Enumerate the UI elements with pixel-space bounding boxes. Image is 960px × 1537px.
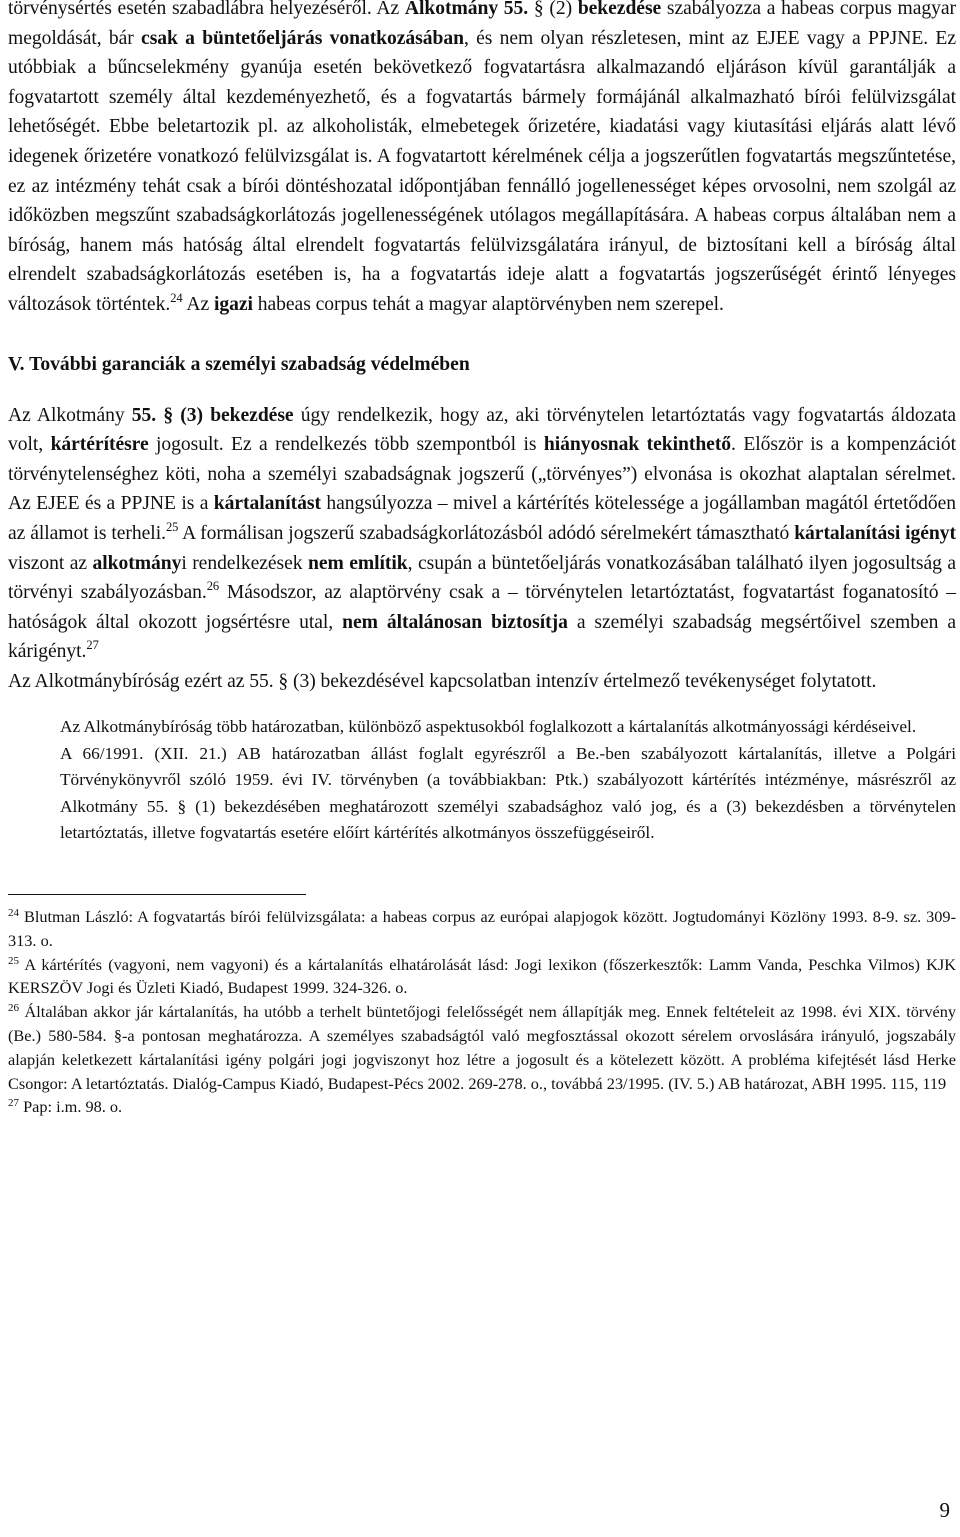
text-run: hangsúlyozza – mivel a kártérítés kötelessége a jogállamban magától értetődően az államot is terheli. (8, 493, 956, 544)
footnote-number: 26 (8, 1002, 19, 1015)
text-run: A formálisan jogszerű szabadságkorlátozásból adódó sérelmekért támasztható (178, 522, 795, 544)
footnote-text: Pap: i.m. 98. o. (19, 1097, 123, 1117)
bold-run: igazi (213, 293, 253, 315)
bold-run: hiányosnak tekinthető (543, 434, 732, 456)
text-run: § (2) (528, 0, 578, 19)
footnote-24 (8, 905, 956, 953)
text-run: i rendelkezések (181, 552, 308, 574)
bold-run: Alkotmány 55. (404, 0, 529, 19)
section-paragraph (8, 401, 956, 697)
footnote-ref-25: 25 (165, 519, 179, 534)
footnote-text: Általában akkor jár kártalanítás, ha utóbb a terhelt büntetőjogi felelősségét nem állapítják meg. Ennek feltételeit az 1998. évi XIX. törvény (Be.) 580-584. §-a pontosan meghatározza. A személyes szabadságtól való megfosztással okozott sérelem orvoslására irányuló, jogszabály alapján keletkezett kártalanítási igény polgári jogi jogviszonyt hoz létre a jogosult és a kötelezett között. A probléma kifejtését lásd Herke Csongor: A letartóztatás. Dialóg-Campus Kiadó, Budapest-Pécs 2002. 269-278. o., továbbá 23/1995. (IV. 5.) AB határozat, ABH 1995. 115, 119 (8, 1002, 956, 1093)
section-heading: V. További garanciák a személyi szabadság védelmében (8, 353, 470, 375)
text-run: , csupán a büntetőeljárás vonatkozásában található ilyen jogosultság a törvényi szabályozásban. (8, 552, 956, 604)
document-page (8, 0, 956, 1119)
text-run: habeas corpus tehát a magyar alaptörvényben nem szerepel. (252, 293, 724, 315)
bold-run: nem általánosan biztosítja (342, 611, 568, 633)
bold-run: csak a büntetőeljárás vonatkozásában (141, 27, 464, 49)
bold-run: kártérítésre (50, 434, 149, 456)
bold-run: nem említik (307, 552, 408, 574)
footnote-number: 27 (8, 1097, 19, 1110)
footnote-26 (8, 1000, 956, 1095)
text-run: jogosult. Ez a rendelkezés több szempontból is (148, 434, 544, 456)
text-run: , és nem olyan részletesen, mint az EJEE vagy a PPJNE. Ez utóbbiak a bűncselekmény gyanúja esetén bekövetkező fogvatartásra alkalmazandó eljáráson kívül garantálják a fogvatartott személy által kezdeményezhető, és a fogvatartás bármely formájánál alkalmazható bírói felülvizsgálat lehetőségét. Ebbe beletartozik pl. az alkoholisták, elmebetegek őrizetére, kiadatási vagy kiutasítási eljárás alatt lévő idegenek őrizetére vonatkozó felülvizsgálat is. A fogvatartott kérelmének célja a jogszerűtlen fogvatartás megszűntetése, ez az intézmény tehát csak a bírói döntéshozatal időpontjában fennálló jogellenességet képes orvosolni, nem szolgál az időközben megszűnt szabadságkorlátozás jogellenességének utólagos megállapítására. A habeas corpus általában nem a bíróság, hanem más hatóság által elrendelt fogvatartás felülvizsgálatára irányul, de biztosítani kell a bíróság által elrendelt szabadságkorlátozás esetében is, ha a fogvatartás ideje alatt a fogvatartás jogszerűségét érintő lényeges változások történtek. (8, 27, 956, 315)
text-run: szabályozza a habeas corpus magyar megoldását, bár (8, 0, 956, 49)
page-number: 9 (939, 1498, 950, 1522)
footnote-25 (8, 953, 956, 1001)
text-run: Az Alkotmány (8, 404, 132, 426)
text-run: Az Alkotmánybíróság ezért az 55. § (3) bekezdésével kapcsolatban intenzív értelmező tevékenységet folytatott. (8, 670, 877, 692)
quote-paragraph: Az Alkotmánybíróság több határozatban, különböző aspektusokból foglalkozott a kártalanítás alkotmányossági kérdéseivel. (60, 717, 917, 737)
text-run: úgy rendelkezik, hogy az, aki törvénytelen letartóztatás vagy fogvatartás áldozata volt, (8, 404, 957, 456)
text-run: viszont az (8, 552, 93, 574)
text-run: Másodszor, az alaptörvény csak a – törvénytelen letartóztatást, fogvatartást foganatosító – hatóságok által okozott jogsértésre utal, (8, 582, 956, 633)
footnote-text: A kártérítés (vagyoni, nem vagyoni) és a kártalanítás elhatárolását lásd: Jogi lexikon (főszerkesztők: Lamm Vanda, Peschka Vilmos) KJK KERSZÖV Jogi és Üzleti Kiadó, Budapest 1999. 324-326. o. (8, 954, 956, 998)
footnote-divider (8, 894, 306, 895)
text-run: Az (182, 293, 214, 315)
footnote-ref-27: 27 (86, 638, 99, 653)
text-run: . Először is a kompenzációt törvénytelenséghez köti, noha a személyi szabadságnak jogszerű („törvényes”) elvonása is okozhat alaptalan sérelmet. Az EJEE és a PPJNE is a (8, 434, 956, 515)
text-run: a személyi szabadság megsértőivel szemben a kárigényt. (8, 611, 956, 663)
footnote-ref-26: 26 (206, 579, 220, 594)
bold-run: 55. § (3) bekezdése (131, 404, 294, 426)
footnote-ref-24: 24 (170, 290, 183, 305)
block-quote (60, 714, 956, 847)
footnotes (8, 905, 956, 1119)
footnote-27 (8, 1095, 956, 1119)
text-run: törvénysértés esetén szabadlábra helyezéséről. Az (8, 0, 405, 19)
bold-run: kártalanítást (213, 493, 321, 515)
bold-run: kártalanítási igényt (794, 522, 957, 544)
bold-run: bekezdése (577, 0, 662, 19)
bold-run: alkotmány (92, 552, 182, 574)
intro-paragraph (8, 0, 956, 320)
quote-paragraph: A 66/1991. (XII. 21.) AB határozatban állást foglalt egyrészről a Be.-ben szabályozott kártalanítás, illetve a Polgári Törvénykönyvről szóló 1959. évi IV. törvényben (a továbbiakban: Ptk.) szabályozott kártérítés intézménye, másrészről az Alkotmány 55. § (1) bekezdésében meghatározott személyi szabadsághoz való jog, és a (3) bekezdésben a törvénytelen letartóztatás, illetve fogvatartás esetére előírt kártérítés alkotmányos összefüggéseiről. (60, 743, 956, 843)
footnote-number: 24 (8, 906, 19, 919)
footnote-number: 25 (8, 954, 19, 967)
footnote-text: Blutman László: A fogvatartás bírói felülvizsgálata: a habeas corpus az európai alapjogok között. Jogtudományi Közlöny 1993. 8-9. sz. 309-313. o. (8, 906, 956, 950)
